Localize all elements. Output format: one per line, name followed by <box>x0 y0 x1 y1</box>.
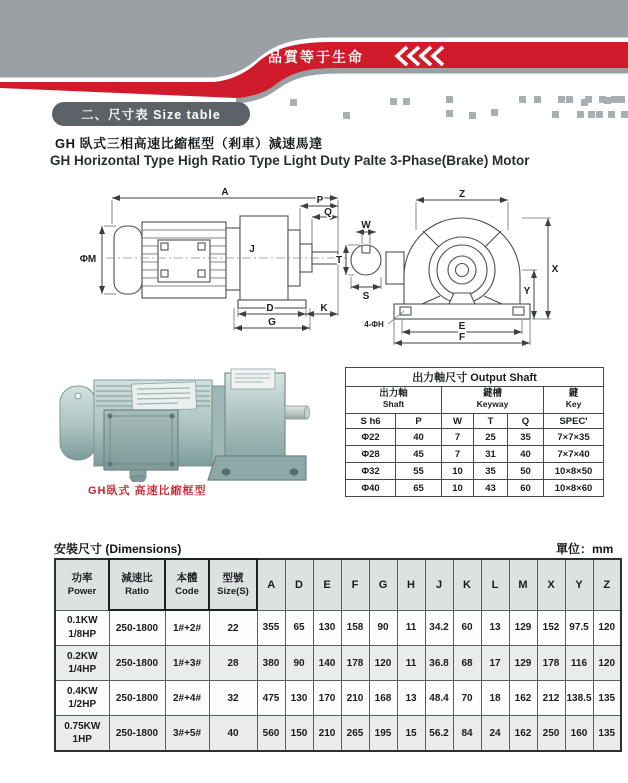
header-letter-z: Z <box>593 559 621 610</box>
cell: 35 <box>508 429 544 446</box>
cell: 130 <box>285 681 313 716</box>
cell: 162 <box>509 716 537 752</box>
power-cell: 0.4KW 1/2HP <box>55 681 109 716</box>
group-keyway-zh: 鍵槽 <box>482 388 502 400</box>
cell: 135 <box>593 716 621 752</box>
cell: 195 <box>369 716 397 752</box>
output-shaft-title: 出力軸尺寸 Output Shaft <box>346 368 604 387</box>
cell: 210 <box>341 681 369 716</box>
cell: 250 <box>537 716 565 752</box>
cell: 11 <box>397 610 425 646</box>
cell: 36.8 <box>425 646 453 681</box>
deco-square <box>519 96 526 103</box>
cell: 250-1800 <box>109 716 165 752</box>
header-letter-l: L <box>481 559 509 610</box>
table-row <box>55 716 621 752</box>
header-power-zh: 功率 <box>71 572 93 585</box>
cell: 475 <box>257 681 285 716</box>
deco-square <box>611 96 618 103</box>
page-title-zh: GH 臥式三相高速比縮框型（剎車）減速馬達 <box>55 136 323 151</box>
header-letter-e: E <box>313 559 341 610</box>
deco-square <box>596 111 603 118</box>
cell: 28 <box>209 646 257 681</box>
cell: Φ32 <box>346 463 396 480</box>
header-letter-x: X <box>537 559 565 610</box>
cell: 65 <box>396 480 442 497</box>
power-cell: 0.1KW 1/8HP <box>55 610 109 646</box>
cell: 250-1800 <box>109 646 165 681</box>
dimension-table-body <box>55 610 621 751</box>
banner-slogan: 品質等于生命 <box>268 49 364 65</box>
section-title-pill: 二、尺寸表 Size table <box>52 102 250 126</box>
cell: 32 <box>209 681 257 716</box>
header-letter-k: K <box>453 559 481 610</box>
group-key <box>544 387 604 414</box>
col-header-q: Q <box>508 414 544 429</box>
cell: 10×8×60 <box>544 480 604 497</box>
dim-label-m: ΦM <box>79 254 97 265</box>
product-photo <box>58 360 310 482</box>
cell: 50 <box>508 463 544 480</box>
cell: 170 <box>313 681 341 716</box>
col-header-w: W <box>442 414 474 429</box>
deco-square <box>343 112 350 119</box>
dim-label-g: G <box>268 317 276 328</box>
cell: 45 <box>396 446 442 463</box>
table-row <box>346 429 604 446</box>
cell: 40 <box>508 446 544 463</box>
page-title-en: GH Horizontal Type High Ratio Type Light Duty Palte 3-Phase(Brake) Motor <box>50 153 530 168</box>
cell: 22 <box>209 610 257 646</box>
deco-square <box>469 112 476 119</box>
power-cell: 0.2KW 1/4HP <box>55 646 109 681</box>
deco-square <box>491 109 498 116</box>
header-size <box>209 559 257 610</box>
group-keyway-en: Keyway <box>476 399 509 409</box>
cell: 7×7×40 <box>544 446 604 463</box>
dim-label-j: J <box>249 244 255 255</box>
group-key-zh: 鍵 <box>568 388 579 400</box>
cell: 250-1800 <box>109 610 165 646</box>
cell: 168 <box>369 681 397 716</box>
header-ratio-en: Ratio <box>125 585 149 597</box>
cell: 138.5 <box>565 681 593 716</box>
cell: 120 <box>369 646 397 681</box>
cell: Φ28 <box>346 446 396 463</box>
cell: 355 <box>257 610 285 646</box>
cell: 7 <box>442 429 474 446</box>
dim-label-e: E <box>458 321 466 332</box>
deco-square <box>581 99 588 106</box>
dim-label-k: K <box>320 303 328 314</box>
dim-label-p: P <box>316 195 324 206</box>
deco-square <box>618 96 625 103</box>
cell: 210 <box>313 716 341 752</box>
cell: 212 <box>537 681 565 716</box>
cell: 265 <box>341 716 369 752</box>
group-shaft-en: Shaft <box>382 399 405 409</box>
output-shaft-body <box>346 429 604 497</box>
cell: 25 <box>474 429 508 446</box>
cell: 60 <box>508 480 544 497</box>
cell: 35 <box>474 463 508 480</box>
col-header-s: S h6 <box>346 414 396 429</box>
header-code <box>165 559 209 610</box>
cell: 250-1800 <box>109 681 165 716</box>
table-row <box>346 480 604 497</box>
deco-square <box>552 111 559 118</box>
deco-square <box>621 111 628 118</box>
dim-label-s: S <box>362 291 370 302</box>
cell: 2#+4# <box>165 681 209 716</box>
col-header-p: P <box>396 414 442 429</box>
col-header-spec: SPEC' <box>544 414 604 429</box>
header-letter-d: D <box>285 559 313 610</box>
cell: 560 <box>257 716 285 752</box>
table-row <box>55 681 621 716</box>
cell: 15 <box>397 716 425 752</box>
header-code-zh: 本體 <box>176 571 198 584</box>
cell: 178 <box>537 646 565 681</box>
cell: Φ22 <box>346 429 396 446</box>
cell: 31 <box>474 446 508 463</box>
cell: 120 <box>593 646 621 681</box>
cell: 24 <box>481 716 509 752</box>
header-letter-m: M <box>509 559 537 610</box>
dimension-drawings <box>0 186 628 348</box>
cell: 10 <box>442 480 474 497</box>
unit-label: 單位：mm <box>556 542 614 556</box>
cell: 90 <box>369 610 397 646</box>
deco-square <box>577 111 584 118</box>
deco-square <box>290 99 297 106</box>
dim-label-a: A <box>221 187 229 198</box>
deco-square <box>558 96 565 103</box>
dimension-table <box>54 558 622 752</box>
cell: 1#+3# <box>165 646 209 681</box>
cell: 97.5 <box>565 610 593 646</box>
cell: 120 <box>593 610 621 646</box>
header-letter-g: G <box>369 559 397 610</box>
deco-square <box>608 111 615 118</box>
cell: 7×7×35 <box>544 429 604 446</box>
dim-label-d: D <box>266 303 274 314</box>
header-power <box>55 559 109 610</box>
front-view-drawing <box>364 189 558 345</box>
cell: 48.4 <box>425 681 453 716</box>
cell: 129 <box>509 646 537 681</box>
header-size-en: Size(S) <box>217 585 249 597</box>
deco-square <box>588 111 595 118</box>
cell: 152 <box>537 610 565 646</box>
header-letter-f: F <box>341 559 369 610</box>
cell: 13 <box>397 681 425 716</box>
header-letter-a: A <box>257 559 285 610</box>
cell: 90 <box>285 646 313 681</box>
group-shaft <box>346 387 442 414</box>
dim-label-t: T <box>335 255 343 266</box>
cell: 130 <box>313 610 341 646</box>
table-row <box>346 463 604 480</box>
cell: 60 <box>453 610 481 646</box>
dim-label-holes: 4-ΦH <box>364 320 384 329</box>
header-ratio <box>109 559 165 610</box>
deco-square <box>446 110 453 117</box>
cell: 65 <box>285 610 313 646</box>
side-view-drawing <box>80 187 346 330</box>
cell: 7 <box>442 446 474 463</box>
cell: 140 <box>313 646 341 681</box>
cell: 158 <box>341 610 369 646</box>
header-power-en: Power <box>67 585 97 597</box>
header-letter-h: H <box>397 559 425 610</box>
cell: 56.2 <box>425 716 453 752</box>
photo-caption: GH臥式 高速比縮框型 <box>88 485 207 497</box>
cell: 40 <box>396 429 442 446</box>
cell: 1#+2# <box>165 610 209 646</box>
cell: 43 <box>474 480 508 497</box>
cell: 84 <box>453 716 481 752</box>
power-cell: 0.75KW 1HP <box>55 716 109 752</box>
cell: 116 <box>565 646 593 681</box>
deco-square <box>446 96 453 103</box>
table-row <box>55 610 621 646</box>
cell: 55 <box>396 463 442 480</box>
dimension-table-header-row <box>55 559 621 610</box>
group-key-en: Key <box>565 399 582 409</box>
cell: 11 <box>397 646 425 681</box>
group-keyway <box>442 387 544 414</box>
cell: 3#+5# <box>165 716 209 752</box>
cell: 17 <box>481 646 509 681</box>
header-ratio-zh: 減速比 <box>121 571 153 584</box>
deco-square <box>604 97 611 104</box>
dimensions-section-label: 安裝尺寸 (Dimensions) <box>54 542 182 556</box>
header-letter-j: J <box>425 559 453 610</box>
deco-square <box>566 96 573 103</box>
cell: Φ40 <box>346 480 396 497</box>
cell: 40 <box>209 716 257 752</box>
cell: 162 <box>509 681 537 716</box>
header-letter-y: Y <box>565 559 593 610</box>
cell: 13 <box>481 610 509 646</box>
deco-square <box>390 98 397 105</box>
cell: 68 <box>453 646 481 681</box>
cell: 135 <box>593 681 621 716</box>
dim-label-f: F <box>458 332 466 343</box>
dim-label-q: Q <box>324 207 332 218</box>
header-code-en: Code <box>175 585 199 597</box>
cell: 70 <box>453 681 481 716</box>
cell: 129 <box>509 610 537 646</box>
shaft-section-drawing <box>336 220 381 302</box>
cell: 18 <box>481 681 509 716</box>
dim-label-z: Z <box>458 189 466 200</box>
group-shaft-zh: 出力軸 <box>379 388 408 400</box>
dim-label-w: W <box>361 220 371 231</box>
cell: 34.2 <box>425 610 453 646</box>
cell: 10×8×50 <box>544 463 604 480</box>
cell: 380 <box>257 646 285 681</box>
header-size-zh: 型號 <box>222 571 244 584</box>
cell: 178 <box>341 646 369 681</box>
deco-square <box>534 96 541 103</box>
cell: 150 <box>285 716 313 752</box>
cell: 10 <box>442 463 474 480</box>
table-row <box>346 446 604 463</box>
deco-square <box>403 98 410 105</box>
cell: 160 <box>565 716 593 752</box>
col-header-t: T <box>474 414 508 429</box>
output-shaft-table <box>345 367 604 497</box>
dim-label-x: X <box>551 264 559 275</box>
table-row <box>55 646 621 681</box>
dim-label-y: Y <box>523 286 531 297</box>
